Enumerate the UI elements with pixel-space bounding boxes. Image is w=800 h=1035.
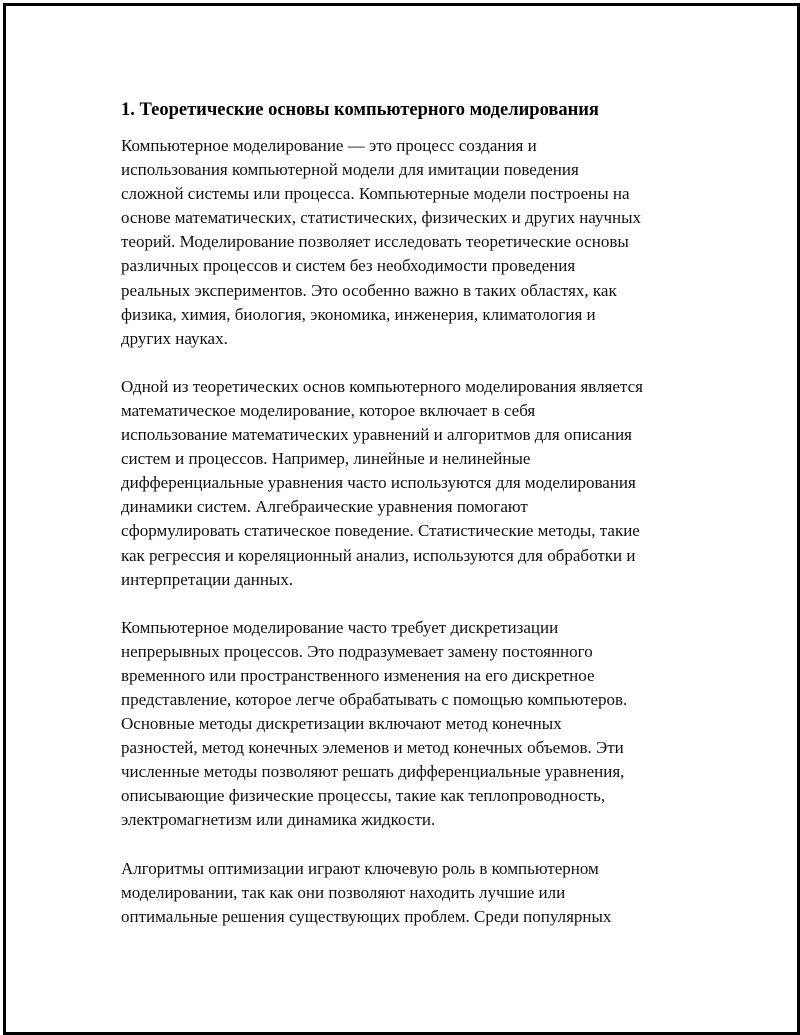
- text-line: использования компьютерной модели для имитации поведения: [121, 160, 579, 180]
- paragraph-discretization: [121, 616, 711, 833]
- text-line: использование математических уравнений и алгоритмов для описания: [121, 425, 632, 445]
- paragraph-math-modeling: [121, 375, 711, 592]
- text-line: сформулировать статическое поведение. Статистические методы, такие: [121, 521, 640, 541]
- text-line: моделировании, так как они позволяют находить лучшие или: [121, 882, 566, 902]
- text-line: сложной системы или процесса. Компьютерные модели построены на: [121, 184, 630, 204]
- text-line: как регрессия и кореляционный анализ, используются для обработки и: [121, 545, 636, 565]
- text-line: дифференциальные уравнения часто используются для моделирования: [121, 473, 636, 493]
- text-line: Одной из теоретических основ компьютерного моделирования является: [121, 376, 643, 396]
- text-line: физика, химия, биология, экономика, инженерия, климатология и: [121, 304, 596, 324]
- paragraph-intro: [121, 134, 711, 351]
- text-line: математическое моделирование, которое включает в себя: [121, 400, 536, 420]
- text-line: реальных экспериментов. Это особенно важно в таких областях, как: [121, 280, 617, 300]
- text-line: теорий. Моделирование позволяет исследовать теоретические основы: [121, 232, 629, 252]
- text-line: Компьютерное моделирование — это процесс создания и: [121, 136, 537, 155]
- text-line: динамики систем. Алгебраические уравнения помогают: [121, 497, 528, 517]
- text-line: электромагнетизм или динамика жидкости.: [121, 810, 436, 830]
- text-line: оптимальные решения существующих проблем. Среди популярных: [121, 906, 612, 926]
- text-line: временного или пространственного изменения на его дискретное: [121, 665, 595, 685]
- page-frame: [3, 3, 800, 1035]
- text-line: различных процессов и систем без необходимости проведения: [121, 256, 576, 276]
- paragraph-optimization: [121, 857, 711, 929]
- text-line: интерпретации данных.: [121, 569, 294, 589]
- document-body: [121, 98, 711, 953]
- text-line: Компьютерное моделирование часто требует дискретизации: [121, 617, 559, 637]
- text-line: Алгоритмы оптимизации играют ключевую роль в компьютерном: [121, 858, 599, 878]
- text-line: разностей, метод конечных элеменов и метод конечных объемов. Эти: [121, 738, 624, 758]
- text-line: непрерывных процессов. Это подразумевает замену постоянного: [121, 641, 593, 661]
- section-heading: 1. Теоретические основы компьютерного моделирования: [121, 100, 599, 120]
- text-line: Основные методы дискретизации включают метод конечных: [121, 714, 562, 734]
- text-line: описывающие физические процессы, такие как теплопроводность,: [121, 786, 606, 806]
- text-line: основе математических, статистических, физических и других научных: [121, 208, 642, 228]
- text-line: систем и процессов. Например, линейные и нелинейные: [121, 449, 531, 469]
- text-line: представление, которое легче обрабатывать с помощью компьютеров.: [121, 689, 628, 709]
- text-line: других науках.: [121, 328, 228, 348]
- text-line: численные методы позволяют решать дифференциальные уравнения,: [121, 762, 625, 782]
